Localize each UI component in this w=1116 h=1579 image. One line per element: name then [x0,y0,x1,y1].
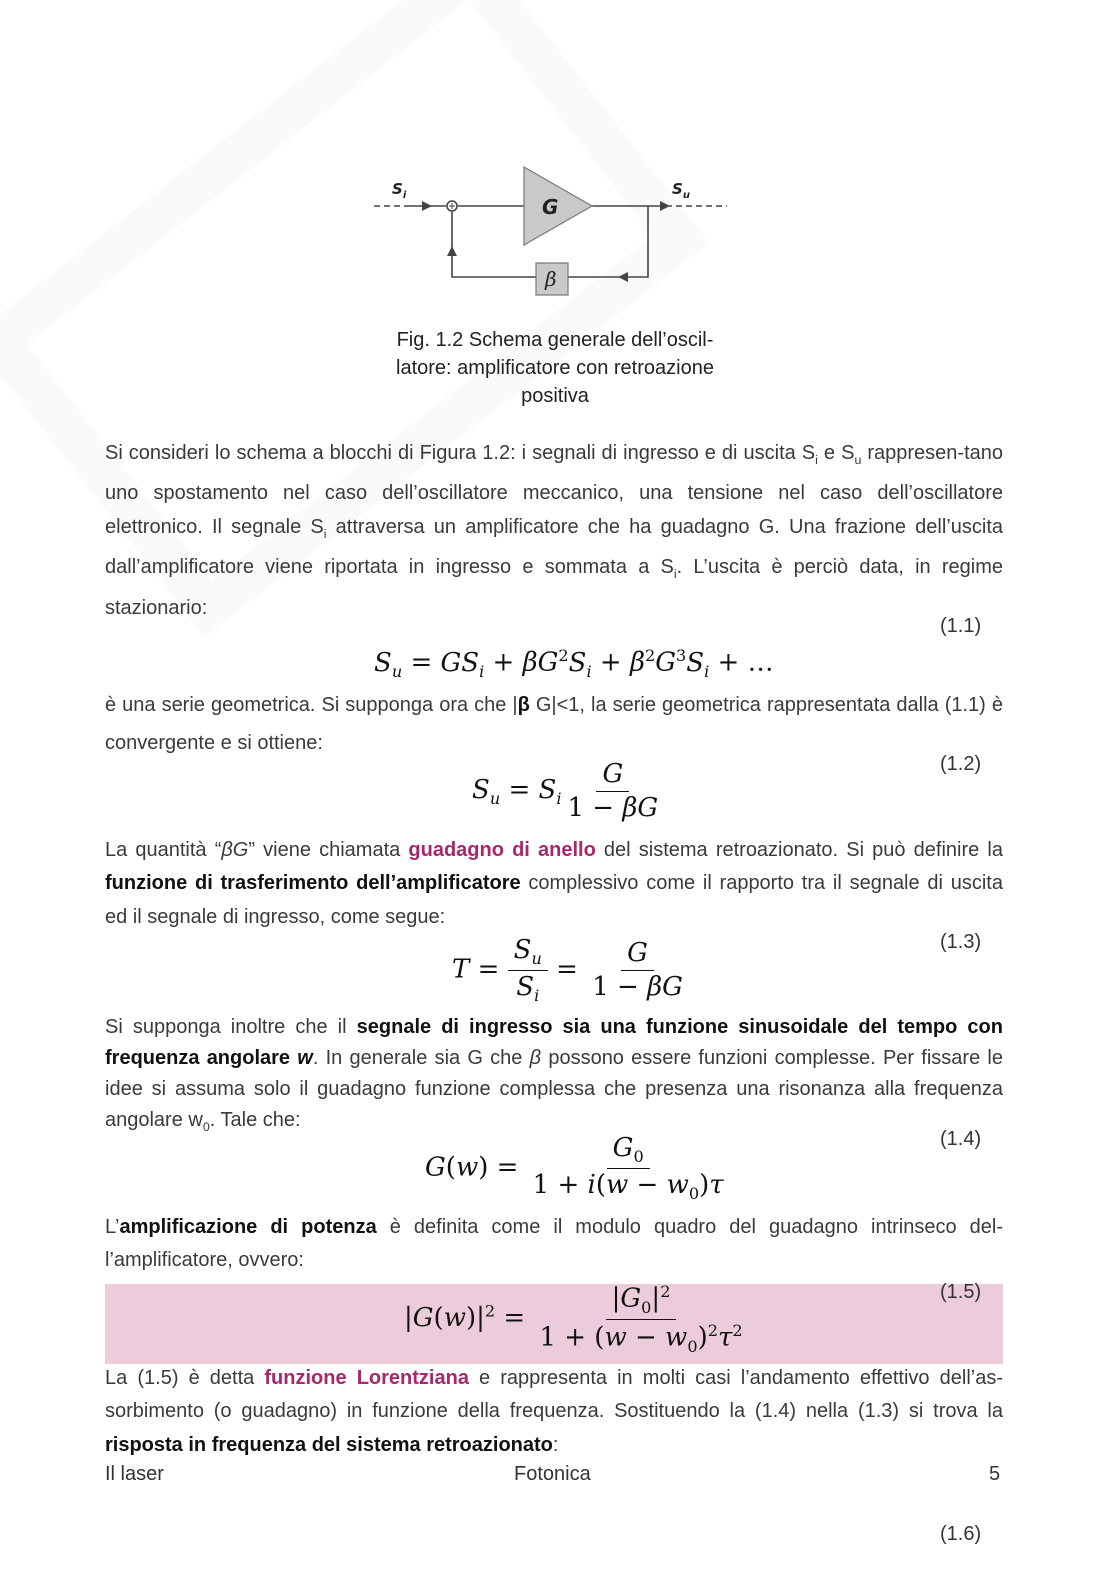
equation-number-1-6: (1.6) [940,1523,982,1545]
equation-number-1-5: (1.5) [940,1281,982,1303]
paragraph-1: Si consideri lo schema a blocchi di Figura 1.2: i segnali di ingresso e di uscita $S_i$ e $S_u$ rappresen-tano uno spostamento nel caso dell’oscillatore meccanico, una tensione nel caso dell’oscillatore elettronico. Il segnale $S_i$ attraversa un amplificatore che ha guadagno G. Una frazione dell’uscita dall’amplificatore viene riportata in ingresso e sommata a $S_i$. L’uscita è perciò data, in regime stazionario: [105,442,1004,619]
arrow-feedback-left [618,272,628,282]
equation-1-3: T = $\frac{S_u}{S_i}$ = $\frac{G}{1 - \beta G}$ [452,935,683,1006]
arrow-feedback-up [447,246,457,256]
figure-caption: Fig. 1.2 Schema generale dell’oscil- latore: amplificatore con retroazione positiva [396,329,714,407]
paragraph-5: L’amplificazione di potenza è definita come il modulo quadro del guadagno intrinseco del-l’amplificatore, ovvero: [105,1216,1003,1272]
paragraph-6: La (1.5) è detta funzione Lorentziana e rappresenta in molti casi l’andamento effettivo dell’as-sorbimento (o guadagno) in funzione della frequenza. Sostituendo la (1.4) nella (1.3) si trova la risposta in frequenza del sistema retroazionato: [105,1367,1003,1456]
footer-center: Fotonica [514,1463,591,1485]
equation-1-2: $S_u = S_i$ $\frac{G}{1 - \beta G}$ [472,759,659,823]
equation-1-4: G(w) = $\frac{G_0}{1 + i(w - w_0)\tau}$ [425,1133,724,1204]
equation-number-1-1: (1.1) [940,615,982,637]
output-label: $S_u$ [672,180,690,201]
oscillator-block-diagram [372,160,732,310]
paragraph-2: è una serie geometrica. Si supponga ora che |β G|<1, la serie geometrica rappresentata dalla (1.1) è convergente e si ottiene: [105,694,1003,754]
equation-1-5: $|G(w)|^2$ = $\frac{|G_0|^2}{1 + (w - w_0)^2\tau^2}$ [404,1282,743,1356]
input-label: $S_i$ [392,180,407,201]
arrow-output [660,201,670,211]
paragraph-4: Si supponga inoltre che il segnale di ingresso sia una funzione sinusoidale del tempo con frequenza angolare w. In generale sia G che β possono essere funzioni complesse. Per fissare le idee si assuma solo il guadagno funzione complessa che presenza una risonanza alla frequenza angolare $w_0$. Tale che: [105,1016,1003,1134]
footer-left: Il laser [105,1463,164,1485]
paragraph-3: La quantità “βG” viene chiamata guadagno di anello del sistema retroazionato. Si può definire la funzione di trasferimento dell’amplificatore complessivo come il rapporto tra il segnale di uscita ed il segnale di ingresso, come segue: [105,839,1003,928]
equation-number-1-3: (1.3) [940,931,982,953]
equation-number-1-2: (1.2) [940,753,982,775]
equation-number-1-4: (1.4) [940,1128,982,1150]
feedback-path [566,206,648,277]
equation-1-1: $S_u = GS_i + \beta G^2S_i + \beta^2G^3S_i$ + … [374,646,774,681]
arrow-input [422,201,432,211]
feedback-label: β [545,267,557,291]
page-number: 5 [989,1463,1001,1485]
gain-label: G [542,195,559,219]
